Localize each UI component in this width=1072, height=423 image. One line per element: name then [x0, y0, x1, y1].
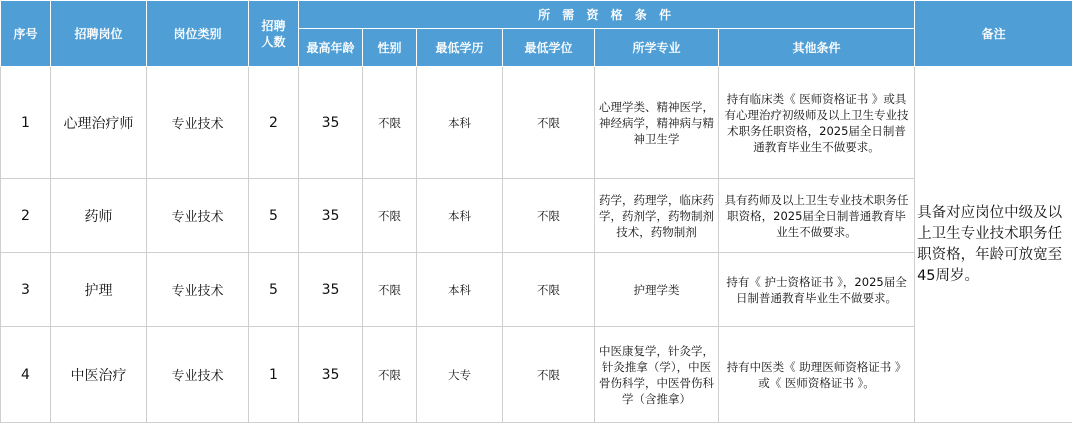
cell-major: 药学，药理学，临床药学，药剂学，药物制剂技术，药物制剂 — [595, 179, 719, 253]
cell-min-education: 大专 — [417, 327, 503, 423]
cell-seq: 2 — [1, 179, 51, 253]
cell-gender: 不限 — [363, 179, 417, 253]
cell-note: 具备对应岗位中级及以上卫生专业技术职务任职资格，年龄可放宽至45周岁。 — [915, 67, 1072, 423]
header-category: 岗位类别 — [147, 1, 249, 67]
cell-other-conditions: 持有《 护士资格证书 》，2025届全日制普通教育毕业生不做要求。 — [719, 253, 915, 327]
header-qualification-group: 所 需 资 格 条 件 — [299, 1, 915, 29]
cell-category: 专业技术 — [147, 179, 249, 253]
cell-count: 2 — [249, 67, 299, 179]
header-position: 招聘岗位 — [51, 1, 147, 67]
cell-max-age: 35 — [299, 253, 363, 327]
header-note: 备注 — [915, 1, 1072, 67]
header-gender: 性别 — [363, 29, 417, 67]
table-header — [1, 1, 1072, 67]
cell-min-education: 本科 — [417, 67, 503, 179]
header-count: 招聘 人数 — [249, 1, 299, 67]
cell-count: 1 — [249, 327, 299, 423]
cell-position: 药师 — [51, 179, 147, 253]
table-body — [1, 67, 1072, 423]
cell-seq: 3 — [1, 253, 51, 327]
cell-min-degree: 不限 — [503, 327, 595, 423]
header-major: 所学专业 — [595, 29, 719, 67]
header-max-age: 最高年龄 — [299, 29, 363, 67]
cell-major: 中医康复学，针灸学，针灸推拿（学），中医骨伤科学，中医骨伤科学（含推拿） — [595, 327, 719, 423]
cell-position: 中医治疗 — [51, 327, 147, 423]
cell-min-degree: 不限 — [503, 179, 595, 253]
cell-category: 专业技术 — [147, 253, 249, 327]
cell-gender: 不限 — [363, 327, 417, 423]
cell-other-conditions: 持有临床类《 医师资格证书 》或具有心理治疗初级师及以上卫生专业技术职务任职资格，2025届全日制普通教育毕业生不做要求。 — [719, 67, 915, 179]
cell-max-age: 35 — [299, 179, 363, 253]
cell-max-age: 35 — [299, 67, 363, 179]
cell-category: 专业技术 — [147, 67, 249, 179]
header-min-education: 最低学历 — [417, 29, 503, 67]
header-min-degree: 最低学位 — [503, 29, 595, 67]
cell-count: 5 — [249, 253, 299, 327]
cell-other-conditions: 具有药师及以上卫生专业技术职务任职资格，2025届全日制普通教育毕业生不做要求。 — [719, 179, 915, 253]
table-row — [1, 253, 1072, 327]
cell-other-conditions: 持有中医类《 助理医师资格证书 》或《 医师资格证书 》。 — [719, 327, 915, 423]
table-row — [1, 327, 1072, 423]
header-other-conditions: 其他条件 — [719, 29, 915, 67]
cell-gender: 不限 — [363, 67, 417, 179]
cell-gender: 不限 — [363, 253, 417, 327]
table-row — [1, 67, 1072, 179]
cell-category: 专业技术 — [147, 327, 249, 423]
cell-count: 5 — [249, 179, 299, 253]
cell-min-education: 本科 — [417, 179, 503, 253]
cell-major: 心理学类、精神医学，神经病学，精神病与精神卫生学 — [595, 67, 719, 179]
cell-position: 护理 — [51, 253, 147, 327]
table-row — [1, 179, 1072, 253]
cell-seq: 1 — [1, 67, 51, 179]
cell-min-education: 本科 — [417, 253, 503, 327]
cell-seq: 4 — [1, 327, 51, 423]
cell-min-degree: 不限 — [503, 67, 595, 179]
cell-position: 心理治疗师 — [51, 67, 147, 179]
cell-min-degree: 不限 — [503, 253, 595, 327]
header-seq: 序号 — [1, 1, 51, 67]
cell-major: 护理学类 — [595, 253, 719, 327]
cell-max-age: 35 — [299, 327, 363, 423]
